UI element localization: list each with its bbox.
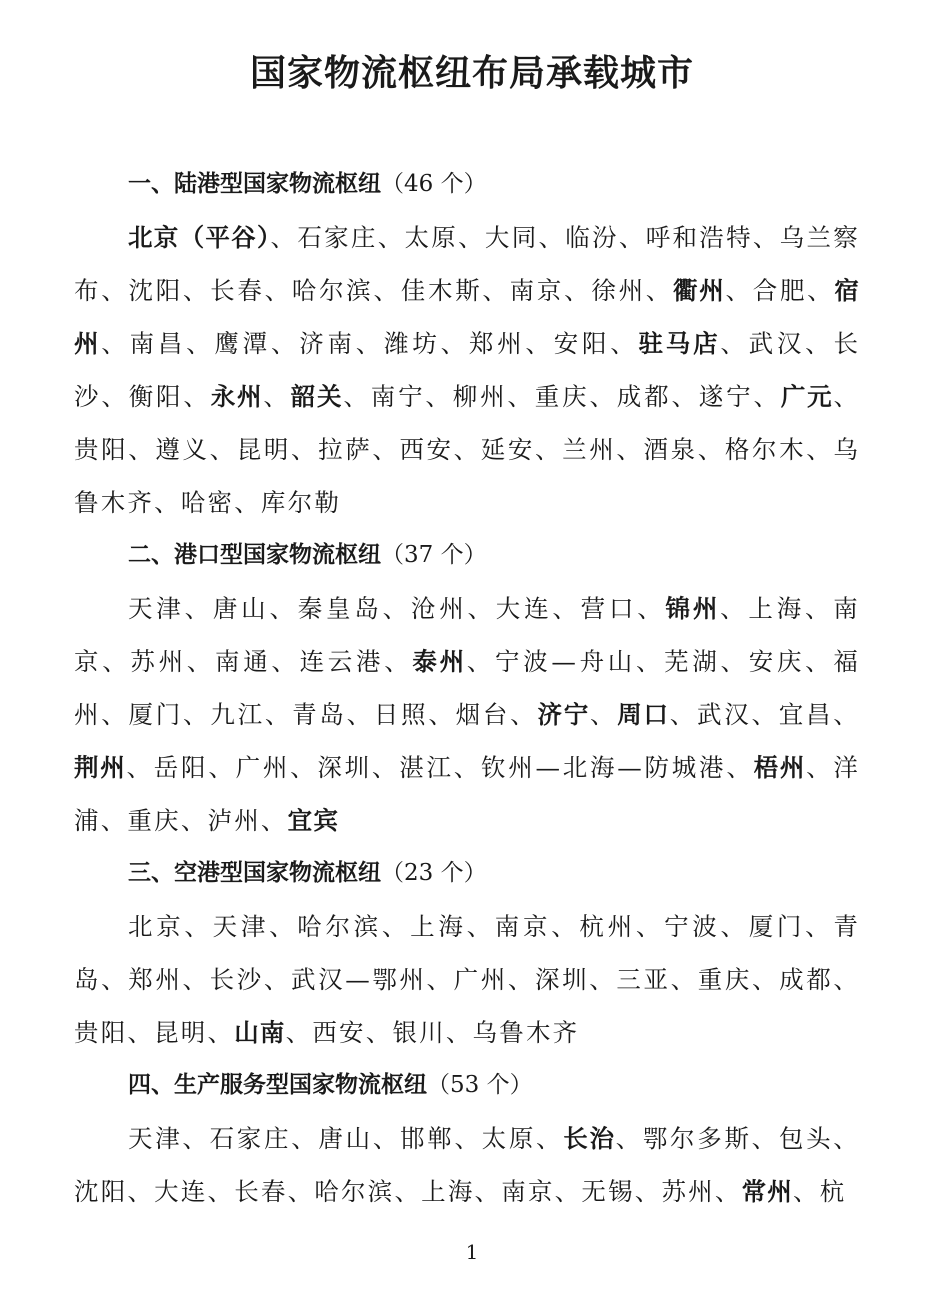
- section-count: （46 个）: [381, 171, 487, 197]
- city-name: 长春: [210, 276, 265, 305]
- list-separator: 、: [207, 1177, 235, 1206]
- list-separator: 、: [270, 329, 300, 358]
- document-body: [74, 158, 860, 1218]
- city-name: 宁波: [664, 912, 721, 941]
- city-name: 乌兰察布: [74, 223, 860, 305]
- list-separator: 、: [425, 382, 453, 411]
- section-heading: [74, 1059, 860, 1112]
- city-name: 延安: [480, 435, 536, 464]
- city-name: 成都: [779, 965, 834, 994]
- city-name: 长沙: [74, 329, 861, 411]
- city-name: 柳州: [452, 382, 508, 411]
- city-name: 佳木斯: [400, 276, 483, 305]
- city-name: 杭: [819, 1177, 847, 1206]
- city-name: 长沙: [209, 965, 264, 994]
- city-name: 太原: [481, 1124, 537, 1153]
- list-separator: 、: [697, 435, 725, 464]
- list-separator: 、: [184, 594, 213, 623]
- city-name: 福州: [74, 647, 861, 729]
- list-separator: 、: [670, 965, 698, 994]
- list-separator: 、: [792, 1177, 820, 1206]
- city-name: 宜宾: [287, 806, 340, 835]
- city-name: 烟台: [455, 700, 511, 729]
- city-name: 宿州: [74, 276, 861, 358]
- list-separator: 、: [538, 223, 566, 252]
- list-separator: 、: [805, 647, 834, 676]
- city-name: 周口: [617, 700, 670, 729]
- city-name: 昆明: [154, 1018, 208, 1047]
- list-separator: 、: [271, 647, 300, 676]
- city-name: 天津: [128, 594, 185, 623]
- list-separator: 、: [394, 1177, 422, 1206]
- list-separator: 、: [355, 329, 385, 358]
- list-separator: 、: [833, 700, 860, 729]
- city-name: 青岛: [292, 700, 347, 729]
- list-separator: 、: [180, 806, 208, 835]
- list-separator: 、: [806, 753, 834, 782]
- city-name: 库尔勒: [260, 488, 342, 517]
- city-name: 衢州: [673, 276, 726, 305]
- list-separator: 、: [726, 753, 754, 782]
- city-name: 乌鲁木齐: [74, 435, 861, 517]
- city-name: 锦州: [665, 594, 721, 623]
- list-separator: 、: [589, 700, 618, 729]
- list-separator: 、: [382, 594, 411, 623]
- city-name: 九江: [210, 700, 265, 729]
- city-name: 昆明: [236, 435, 291, 464]
- city-name: 银川: [392, 1018, 446, 1047]
- city-name: 永州: [210, 382, 264, 411]
- list-separator: 、: [458, 223, 485, 252]
- city-name: 遵义: [155, 435, 210, 464]
- city-name: 常州: [741, 1177, 793, 1206]
- list-separator: 、: [182, 965, 210, 994]
- city-name: 郑州: [128, 965, 183, 994]
- city-name: 成都: [616, 382, 672, 411]
- city-name: 遂宁: [698, 382, 754, 411]
- list-separator: 、: [634, 1177, 662, 1206]
- list-separator: 、: [753, 382, 781, 411]
- city-name: 兰州: [562, 435, 617, 464]
- city-name: 广州: [235, 753, 291, 782]
- city-name: 济宁: [537, 700, 590, 729]
- city-name: 合肥: [752, 276, 808, 305]
- city-name: 徐州: [591, 276, 646, 305]
- city-name: 武汉—鄂州: [290, 965, 427, 994]
- list-separator: 、: [260, 806, 288, 835]
- section-heading-text: 三、空港型国家物流枢纽: [128, 860, 381, 886]
- city-name: 山南: [234, 1018, 286, 1047]
- list-separator: 、: [507, 382, 535, 411]
- city-name: 哈尔滨: [314, 1177, 395, 1206]
- list-separator: 、: [263, 965, 291, 994]
- list-separator: 、: [269, 594, 298, 623]
- section-seaport: [74, 529, 860, 847]
- list-separator: 、: [372, 435, 400, 464]
- list-separator: 、: [440, 329, 469, 358]
- city-name: 哈尔滨: [297, 912, 382, 941]
- list-separator: 、: [184, 912, 213, 941]
- list-separator: 、: [589, 382, 617, 411]
- city-name: 南京: [74, 594, 860, 676]
- list-separator: 、: [290, 435, 319, 464]
- list-separator: 、: [725, 276, 753, 305]
- city-name: 武汉: [697, 700, 752, 729]
- city-name: 泸州: [207, 806, 261, 835]
- city-name: 西安: [399, 435, 454, 464]
- city-name: 宁波—舟山: [494, 647, 636, 676]
- list-separator: 、: [454, 1124, 482, 1153]
- list-separator: 、: [101, 276, 129, 305]
- city-name: 南京: [509, 276, 565, 305]
- city-name: 沧州: [410, 594, 468, 623]
- section-airport: [74, 847, 860, 1059]
- list-separator: 、: [752, 223, 780, 252]
- list-separator: 、: [720, 329, 749, 358]
- list-separator: 、: [637, 594, 666, 623]
- page-number: 1: [465, 1240, 479, 1264]
- list-separator: 、: [552, 594, 581, 623]
- city-name: 安阳: [553, 329, 611, 358]
- city-name: 长治: [563, 1124, 616, 1153]
- list-separator: 、: [589, 965, 617, 994]
- city-name: 唐山: [318, 1124, 373, 1153]
- list-separator: 、: [805, 329, 834, 358]
- list-separator: 、: [264, 700, 293, 729]
- list-separator: 、: [343, 382, 371, 411]
- list-separator: 、: [564, 276, 592, 305]
- list-separator: 、: [618, 223, 646, 252]
- list-separator: 、: [466, 912, 495, 941]
- list-separator: 、: [270, 223, 298, 252]
- city-name: 郑州: [468, 329, 526, 358]
- city-name: 南宁: [370, 382, 426, 411]
- list-separator: 、: [751, 700, 779, 729]
- list-separator: 、: [207, 1018, 235, 1047]
- city-name: 贵阳: [74, 1018, 128, 1047]
- city-name: 广元: [780, 382, 834, 411]
- list-separator: 、: [291, 1124, 319, 1153]
- list-separator: 、: [101, 329, 130, 358]
- city-name: 天津: [212, 912, 270, 941]
- city-name: 无锡: [581, 1177, 635, 1206]
- city-name: 厦门: [748, 912, 806, 941]
- section-heading-text: 一、陆港型国家物流枢纽: [128, 171, 381, 197]
- section-heading: [74, 158, 860, 211]
- list-separator: 、: [365, 1018, 393, 1047]
- list-separator: 、: [635, 647, 665, 676]
- list-separator: 、: [426, 965, 454, 994]
- list-separator: 、: [645, 276, 674, 305]
- city-name: 荆州: [74, 753, 127, 782]
- city-name: 三亚: [616, 965, 671, 994]
- city-name: 酒泉: [643, 435, 698, 464]
- list-separator: 、: [183, 382, 211, 411]
- list-separator: 、: [671, 382, 699, 411]
- city-list: [74, 1112, 860, 1218]
- list-separator: 、: [482, 276, 510, 305]
- list-separator: 、: [510, 700, 538, 729]
- list-separator: 、: [101, 700, 129, 729]
- city-name: 苏州: [661, 1177, 715, 1206]
- list-separator: 、: [290, 753, 318, 782]
- section-count: （53 个）: [427, 1072, 533, 1098]
- city-name: 深圳: [317, 753, 372, 782]
- city-list: [74, 900, 860, 1059]
- section-heading-text: 四、生产服务型国家物流枢纽: [128, 1072, 427, 1098]
- section-count: （37 个）: [381, 542, 487, 568]
- city-name: 南通: [215, 647, 272, 676]
- list-separator: 、: [127, 1018, 155, 1047]
- list-separator: 、: [269, 912, 298, 941]
- city-name: 长春: [234, 1177, 288, 1206]
- list-separator: 、: [833, 1124, 860, 1153]
- list-separator: 、: [264, 276, 292, 305]
- list-separator: 、: [126, 753, 154, 782]
- city-name: 南京: [501, 1177, 555, 1206]
- city-name: 深圳: [535, 965, 590, 994]
- list-separator: 、: [209, 435, 237, 464]
- list-separator: 、: [806, 435, 834, 464]
- city-name: 大同: [484, 223, 539, 252]
- city-name: 哈密: [180, 488, 235, 517]
- list-separator: 、: [445, 1018, 473, 1047]
- section-count: （23 个）: [381, 860, 487, 886]
- city-name: 厦门: [128, 700, 184, 729]
- city-name: 日照: [373, 700, 429, 729]
- list-separator: 、: [182, 1124, 210, 1153]
- city-name: 呼和浩特: [645, 223, 753, 252]
- city-name: 鹰潭: [214, 329, 271, 358]
- city-name: 拉萨: [318, 435, 373, 464]
- list-separator: 、: [453, 753, 481, 782]
- city-name: 泰州: [412, 647, 467, 676]
- list-separator: 、: [833, 965, 861, 994]
- list-separator: 、: [154, 488, 181, 517]
- list-separator: 、: [373, 276, 401, 305]
- city-name: 岳阳: [153, 753, 209, 782]
- section-heading-text: 二、港口型国家物流枢纽: [128, 542, 381, 568]
- city-name: 湛江: [399, 753, 454, 782]
- list-separator: 、: [554, 1177, 582, 1206]
- list-separator: 、: [287, 1177, 315, 1206]
- list-separator: 、: [714, 1177, 742, 1206]
- list-separator: 、: [635, 912, 665, 941]
- list-separator: 、: [551, 912, 580, 941]
- list-separator: 、: [466, 647, 495, 676]
- city-name: 重庆: [534, 382, 590, 411]
- section-heading: [74, 529, 860, 582]
- list-separator: 、: [807, 276, 835, 305]
- list-separator: 、: [346, 700, 374, 729]
- city-name: 包头: [778, 1124, 834, 1153]
- city-name: 秦皇岛: [297, 594, 383, 623]
- list-separator: 、: [720, 647, 749, 676]
- city-name: 济南: [299, 329, 356, 358]
- list-separator: 、: [186, 647, 215, 676]
- city-name: 营口: [580, 594, 638, 623]
- list-separator: 、: [720, 912, 749, 941]
- list-separator: 、: [100, 806, 128, 835]
- list-separator: 、: [453, 435, 481, 464]
- list-separator: 、: [381, 912, 411, 941]
- list-separator: 、: [102, 647, 131, 676]
- city-name: 上海: [748, 594, 805, 623]
- city-name: 上海: [421, 1177, 475, 1206]
- list-separator: 、: [428, 700, 456, 729]
- city-name: 北京（平谷）: [128, 223, 271, 252]
- list-separator: 、: [536, 1124, 564, 1153]
- city-list: [74, 211, 860, 529]
- list-separator: 、: [720, 594, 749, 623]
- city-name: 贵阳: [74, 435, 129, 464]
- city-name: 韶关: [290, 382, 344, 411]
- city-name: 石家庄: [209, 1124, 292, 1153]
- list-separator: 、: [101, 382, 129, 411]
- list-separator: 、: [182, 276, 211, 305]
- section-production-service: [74, 1059, 860, 1218]
- list-separator: 、: [833, 382, 861, 411]
- city-name: 邯郸: [400, 1124, 455, 1153]
- list-separator: 、: [467, 594, 496, 623]
- city-name: 鄂尔多斯: [642, 1124, 752, 1153]
- list-separator: 、: [101, 965, 129, 994]
- list-separator: 、: [669, 700, 697, 729]
- city-name: 南昌: [129, 329, 187, 358]
- list-separator: 、: [183, 700, 211, 729]
- city-name: 杭州: [579, 912, 636, 941]
- city-name: 连云港: [299, 647, 385, 676]
- city-name: 南京: [494, 912, 552, 941]
- list-separator: 、: [285, 1018, 313, 1047]
- city-name: 沈阳: [74, 1177, 128, 1206]
- city-name: 沈阳: [128, 276, 183, 305]
- city-name: 青岛: [74, 912, 861, 994]
- city-name: 天津: [128, 1124, 183, 1153]
- city-name: 安庆: [748, 647, 806, 676]
- list-separator: 、: [127, 1177, 155, 1206]
- city-name: 洋浦: [74, 753, 861, 835]
- city-name: 哈尔滨: [291, 276, 374, 305]
- city-name: 重庆: [697, 965, 752, 994]
- list-separator: 、: [616, 435, 644, 464]
- city-name: 武汉: [748, 329, 806, 358]
- city-name: 苏州: [130, 647, 187, 676]
- city-name: 大连: [495, 594, 553, 623]
- city-name: 宜昌: [778, 700, 834, 729]
- city-name: 驻马店: [638, 329, 721, 358]
- document-title: 国家物流枢纽布局承载城市: [249, 53, 694, 94]
- city-name: 潍坊: [384, 329, 441, 358]
- city-name: 芜湖: [664, 647, 721, 676]
- city-name: 太原: [404, 223, 459, 252]
- list-separator: 、: [535, 435, 563, 464]
- city-name: 乌鲁木齐: [472, 1018, 580, 1047]
- list-separator: 、: [377, 223, 405, 252]
- list-separator: 、: [615, 1124, 643, 1153]
- list-separator: 、: [751, 1124, 779, 1153]
- list-separator: 、: [751, 965, 780, 994]
- list-separator: 、: [384, 647, 413, 676]
- list-separator: 、: [371, 753, 400, 782]
- city-name: 广州: [453, 965, 508, 994]
- list-separator: 、: [372, 1124, 401, 1153]
- city-name: 格尔木: [724, 435, 807, 464]
- city-name: 唐山: [212, 594, 270, 623]
- city-name: 钦州—北海—防城港: [480, 753, 727, 782]
- list-separator: 、: [525, 329, 554, 358]
- list-separator: 、: [128, 435, 156, 464]
- list-separator: 、: [234, 488, 261, 517]
- list-separator: 、: [208, 753, 236, 782]
- list-separator: 、: [805, 912, 834, 941]
- city-name: 梧州: [753, 753, 807, 782]
- city-name: 大连: [154, 1177, 208, 1206]
- section-land-port: [74, 158, 860, 529]
- list-separator: 、: [186, 329, 215, 358]
- city-name: 重庆: [127, 806, 181, 835]
- section-heading: [74, 847, 860, 900]
- city-name: 衡阳: [128, 382, 184, 411]
- city-name: 北京: [128, 912, 185, 941]
- city-name: 西安: [312, 1018, 366, 1047]
- list-separator: 、: [507, 965, 536, 994]
- list-separator: 、: [805, 594, 834, 623]
- list-separator: 、: [610, 329, 639, 358]
- list-separator: 、: [474, 1177, 502, 1206]
- list-separator: 、: [263, 382, 291, 411]
- city-name: 石家庄: [297, 223, 378, 252]
- city-list: [74, 582, 860, 847]
- city-name: 临汾: [565, 223, 619, 252]
- city-name: 上海: [410, 912, 467, 941]
